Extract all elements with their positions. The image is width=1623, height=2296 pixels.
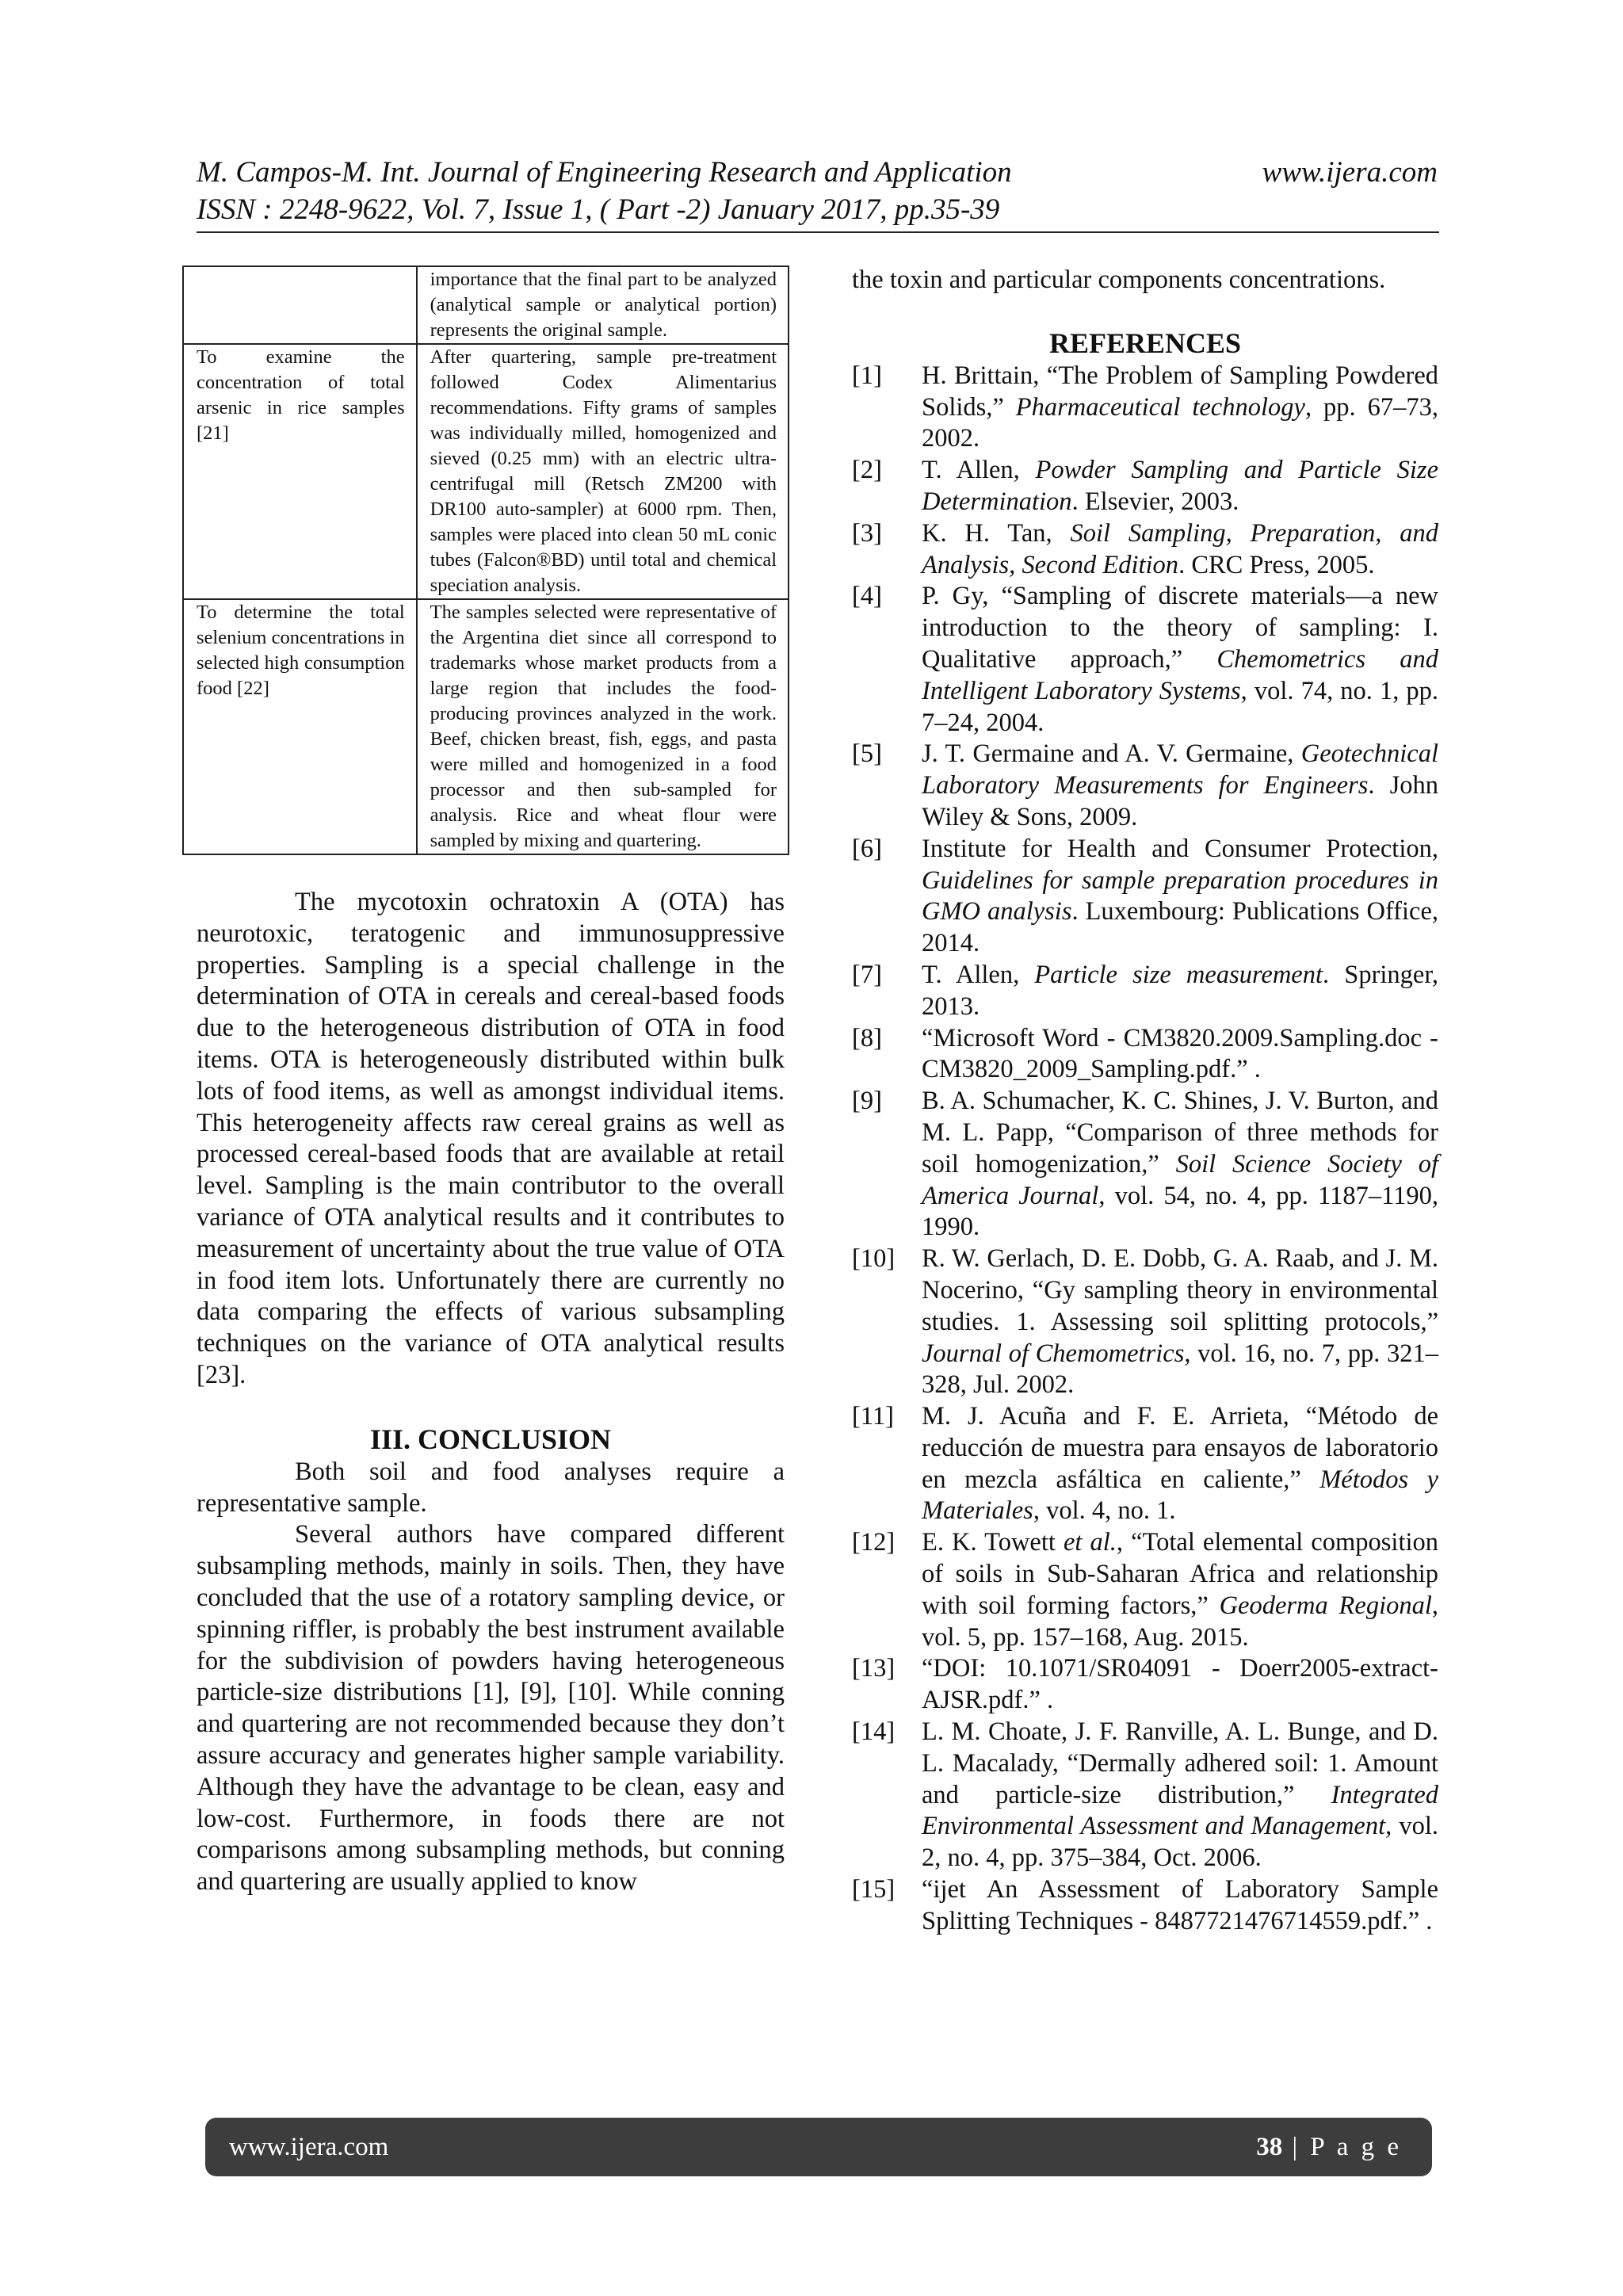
reference-text: , vol. 2, no. 4, pp. 375–384, Oct. 2006. — [922, 1812, 1438, 1873]
reference-number: [11] — [852, 1402, 894, 1431]
reference-text: . CRC Press, 2005. — [1178, 550, 1375, 579]
reference-text: K. H. Tan, — [922, 518, 1071, 548]
reference-text: Institute for Health and Consumer Protection, — [922, 834, 1438, 863]
reference-item — [852, 518, 1438, 582]
reference-source: Powder Sampling and Particle Size Determination — [922, 456, 1438, 516]
header-rule — [197, 231, 1439, 233]
reference-number: [13] — [852, 1654, 896, 1683]
table-cell-aim: To examine the concentration of total arsenic in rice samples [21] — [183, 344, 417, 599]
reference-item — [852, 455, 1438, 518]
conclusion-heading: III. CONCLUSION — [369, 1423, 612, 1455]
reference-number: [4] — [852, 582, 882, 611]
page-number: 38 — [1256, 2133, 1283, 2161]
left-column — [182, 266, 789, 1898]
reference-item — [852, 739, 1438, 833]
reference-source: Chemometrics and Intelligent Laboratory Systems — [922, 644, 1438, 705]
reference-list — [852, 361, 1438, 1938]
table-cell-method: importance that the final part to be analyzed (analytical sample or analytical portion) represents the original sample. — [417, 266, 789, 344]
reference-number: [9] — [852, 1087, 882, 1116]
reference-source: Métodos y Materiales — [922, 1465, 1438, 1526]
right-column — [852, 266, 1438, 1938]
reference-text: P. Gy, “Sampling of discrete materials—a new introduction to the theory of sampling: I. Qualitative approach,” — [922, 582, 1438, 674]
reference-number: [1] — [852, 361, 882, 390]
reference-item — [852, 1527, 1438, 1653]
reference-item — [852, 1244, 1438, 1401]
reference-text: , vol. 54, no. 4, pp. 1187–1190, 1990. — [922, 1181, 1439, 1242]
reference-text: , pp. 67–73, 2002. — [922, 392, 1438, 453]
reference-source: Soil Sampling, Preparation, and Analysis, Second Edition — [922, 518, 1438, 579]
reference-source: Particle size measurement — [1034, 960, 1323, 989]
reference-number: [10] — [852, 1244, 896, 1274]
journal-title: M. Campos-M. Int. Journal of Engineering Research and Application — [197, 156, 1012, 189]
reference-item — [852, 1401, 1438, 1527]
reference-source: et al. — [1063, 1528, 1117, 1557]
footer-page-indicator — [1256, 2118, 1402, 2176]
reference-source: Guidelines for sample preparation procedures in GMO analysis — [922, 865, 1438, 926]
reference-text: . Luxembourg: Publications Office, 2014. — [922, 897, 1439, 958]
reference-text: B. A. Schumacher, K. C. Shines, J. V. Burton, and M. L. Papp, “Comparison of three methods for soil homogenization,” — [922, 1087, 1438, 1179]
reference-text: , “Total elemental composition of soils in Sub-Saharan Africa and relationship with soil forming factors,” — [922, 1528, 1438, 1620]
table-row — [183, 599, 789, 854]
reference-number: [15] — [852, 1875, 896, 1904]
footer-website[interactable]: www.ijera.com — [229, 2133, 389, 2161]
reference-text: . Elsevier, 2003. — [1071, 487, 1239, 516]
ota-paragraph: The mycotoxin ochratoxin A (OTA) has neurotoxic, teratogenic and immunosuppressive properties. Sampling is a special challenge in the determination of OTA in cereals and cereal-based foods due to the heterogeneous distribution of OTA in food items. OTA is heterogeneously distributed within bulk lots of food items, as well as amongst individual items. This heterogeneity affects raw cereal grains as well as processed cereal-based foods that are available at retail level. Sampling is the main contributor to the overall variance of OTA analytical results and it contributes to measurement of uncertainty about the true value of OTA in food item lots. Unfortunately there are currently no data comparing the effects of various subsampling techniques on the variance of OTA analytical results [23]. — [197, 888, 785, 1389]
sampling-methods-table — [182, 266, 789, 855]
table-cell-method: The samples selected were representative of the Argentina diet since all correspond to trademarks whose market products from a large region that includes the food-producing provinces analyzed in the work. Beef, chicken breast, fish, eggs, and pasta were milled and homogenized in a food processor and then sub-sampled for analysis. Rice and wheat flour were sampled by mixing and quartering. — [417, 599, 789, 854]
table-cell-aim — [183, 266, 417, 344]
reference-number: [14] — [852, 1717, 896, 1747]
reference-text: T. Allen, — [922, 456, 1036, 485]
reference-text: , vol. 5, pp. 157–168, Aug. 2015. — [922, 1591, 1438, 1652]
reference-number: [6] — [852, 834, 882, 863]
reference-text: , vol. 74, no. 1, pp. 7–24, 2004. — [922, 676, 1439, 737]
reference-text: . Springer, 2013. — [922, 960, 1438, 1021]
reference-text: . John Wiley & Sons, 2009. — [922, 771, 1438, 831]
reference-text: T. Allen, — [922, 960, 1035, 989]
reference-text: J. T. Germaine and A. V. Germaine, — [922, 739, 1301, 769]
continued-text: the toxin and particular components concentrations. — [852, 266, 1386, 294]
reference-item — [852, 1717, 1438, 1874]
reference-text: R. W. Gerlach, D. E. Dobb, G. A. Raab, and J. M. Nocerino, “Gy sampling theory in environmental studies. 1. Assessing soil splitting protocols,” — [922, 1244, 1438, 1336]
reference-source: Soil Science Society of America Journal — [922, 1149, 1438, 1210]
table-row — [183, 266, 789, 344]
references-heading: REFERENCES — [1048, 327, 1242, 359]
table-row — [183, 344, 789, 599]
page-label: | P a g e — [1292, 2133, 1402, 2161]
reference-item — [852, 1023, 1438, 1087]
reference-text: H. Brittain, “The Problem of Sampling Powdered Solids,” — [922, 361, 1438, 422]
reference-item — [852, 834, 1438, 960]
reference-source: Journal of Chemometrics — [922, 1339, 1185, 1368]
reference-text: E. K. Towett — [922, 1528, 1064, 1557]
reference-number: [12] — [852, 1528, 896, 1557]
reference-number: [8] — [852, 1023, 882, 1052]
table-cell-method: After quartering, sample pre-treatment followed Codex Alimentarius recommendations. Fifty grams of samples was individually milled, homogenized and sieved (0.25 mm) with an electric ultra-centrifugal mill (Retsch ZM200 with DR100 auto-sampler) at 6000 rpm. Then, samples were placed into clean 50 mL conic tubes (Falcon®BD) until total and chemical speciation analysis. — [417, 344, 789, 599]
reference-source: Geotechnical Laboratory Measurements for Engineers — [922, 739, 1438, 800]
reference-text: L. M. Choate, J. F. Ranville, A. L. Bunge, and D. L. Macalady, “Dermally adhered soil: 1. Amount and particle-size distribution,” — [922, 1717, 1438, 1809]
conclusion-paragraph-2: Several authors have compared different subsampling methods, mainly in soils. Then, they have concluded that the use of a rotatory sampling device, or spinning riffler, is probably the best instrument available for the subdivision of powders having heterogeneous particle-size distributions [1], [9], [10]. While conning and quartering are not recommended because they don’t assure accuracy and generates higher sample variability. Although they have the advantage to be clean, easy and low-cost. Furthermore, in foods there are not comparisons among subsampling methods, but conning and quartering are usually applied to know — [197, 1520, 785, 1897]
reference-item — [852, 361, 1438, 455]
table-cell-aim: To determine the total selenium concentrations in selected high consumption food [22] — [183, 599, 417, 854]
reference-item — [852, 960, 1438, 1023]
reference-item — [852, 1874, 1438, 1938]
reference-source: Pharmaceutical technology — [1015, 392, 1305, 422]
reference-text: “DOI: 10.1071/SR04091 - Doerr2005-extract-AJSR.pdf.” . — [922, 1654, 1438, 1715]
journal-website[interactable]: www.ijera.com — [1262, 156, 1438, 189]
reference-text: “Microsoft Word - CM3820.2009.Sampling.doc - CM3820_2009_Sampling.pdf.” . — [922, 1023, 1438, 1084]
reference-number: [7] — [852, 960, 882, 989]
reference-item — [852, 1653, 1438, 1717]
reference-text: , vol. 4, no. 1. — [1033, 1496, 1176, 1526]
conclusion-paragraph-1: Both soil and food analyses require a representative sample. — [197, 1457, 785, 1518]
reference-source: Geoderma Regional — [1219, 1591, 1432, 1620]
reference-number: [2] — [852, 456, 882, 485]
reference-item — [852, 581, 1438, 739]
reference-source: Integrated Environmental Assessment and Management — [922, 1780, 1438, 1841]
reference-text: M. J. Acuña and F. E. Arrieta, “Método de reducción de muestra para ensayos de laboratorio en mezcla asfáltica en caliente,” — [922, 1402, 1438, 1494]
reference-text: “ijet An Assessment of Laboratory Sample Splitting Techniques - 8487721476714559.pdf.” . — [922, 1875, 1438, 1935]
reference-number: [3] — [852, 518, 882, 548]
reference-item — [852, 1086, 1438, 1244]
reference-text: , vol. 16, no. 7, pp. 321–328, Jul. 2002. — [922, 1339, 1438, 1400]
issue-line: ISSN : 2248-9622, Vol. 7, Issue 1, ( Part -2) January 2017, pp.35-39 — [197, 193, 1000, 226]
running-header — [197, 155, 1438, 190]
reference-number: [5] — [852, 739, 882, 769]
page-footer — [205, 2118, 1432, 2176]
